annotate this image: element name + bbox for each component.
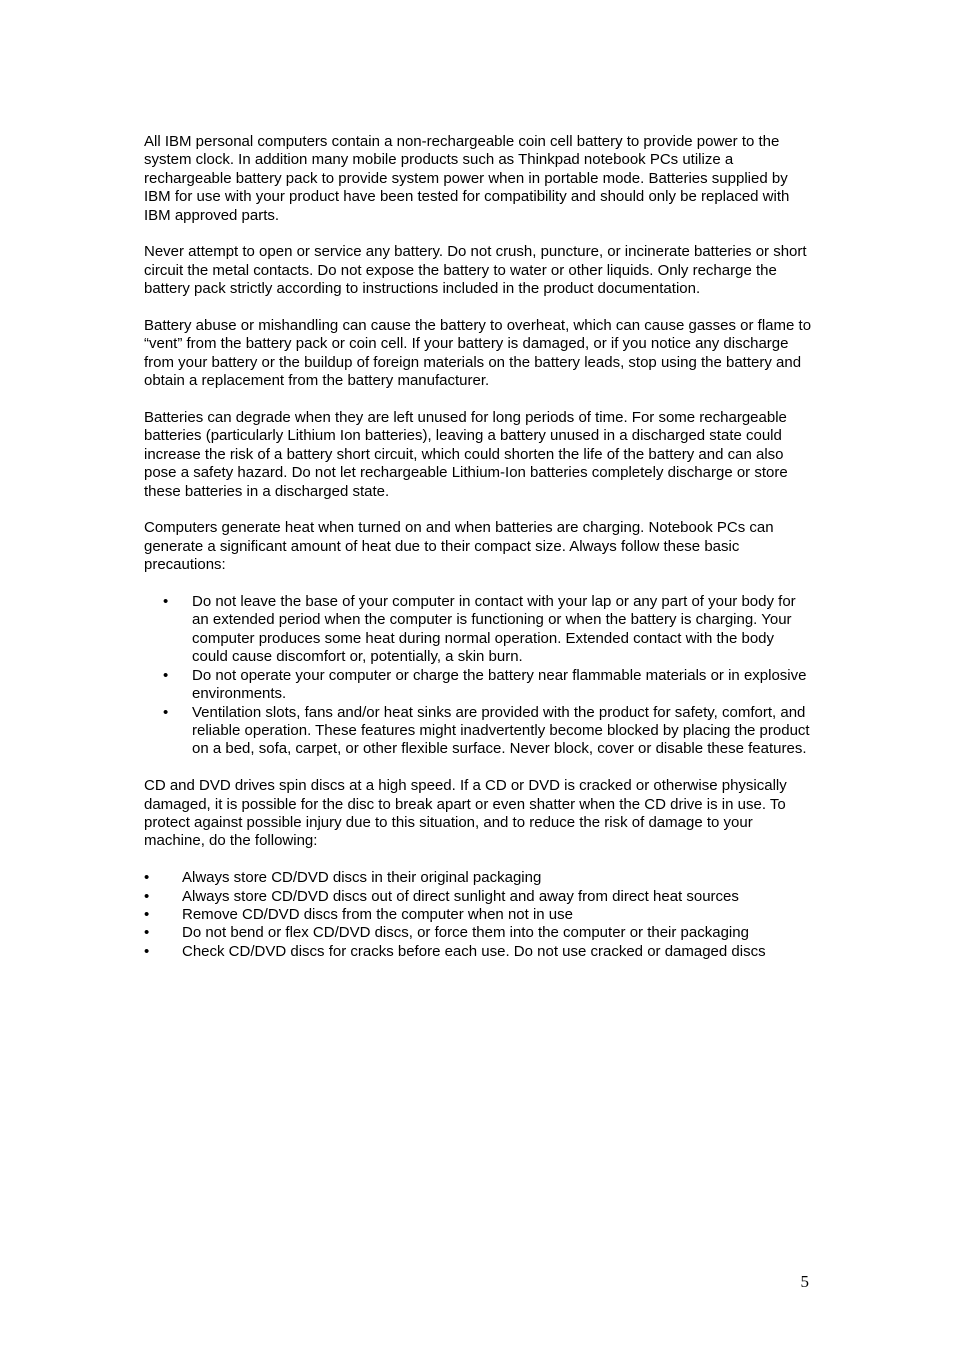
bullet-icon: • <box>144 887 150 905</box>
list-item <box>144 667 812 704</box>
list-item-text: Always store CD/DVD discs in their original packaging <box>182 869 542 887</box>
list-item <box>144 924 812 942</box>
list-item-text: Check CD/DVD discs for cracks before each use. Do not use cracked or damaged discs <box>182 942 766 960</box>
bullet-icon: • <box>144 924 150 942</box>
list-item <box>144 704 812 759</box>
list-item <box>144 943 812 961</box>
list-item-text: Ventilation slots, fans and/or heat sinks are provided with the product for safety, comfort, and reliable operation. These features might inadvertently become blocked by placing the product on a bed, sofa, carpet, or other flexible surface. Never block, cover or disable these features. <box>192 703 810 758</box>
disc-intro-paragraph: CD and DVD drives spin discs at a high speed. If a CD or DVD is cracked or otherwise physically damaged, it is possible for the disc to break apart or even shatter when the CD drive is in use. To protect against possible injury due to this situation, and to reduce the risk of damage to your machine, do the following: <box>144 777 787 850</box>
bullet-icon: • <box>144 869 150 887</box>
bullet-icon: • <box>163 703 169 721</box>
battery-degrade-paragraph: Batteries can degrade when they are left unused for long periods of time. For some rechargeable batteries (particularly Lithium Ion batteries), leaving a battery unused in a discharged state could increase the risk of a battery short circuit, which could shorten the life of the battery and can also pose a safety hazard. Do not let rechargeable Lithium-Ion batteries completely discharge or store these batteries in a discharged state. <box>144 409 788 500</box>
list-item <box>144 593 812 667</box>
list-item-text: Do not operate your computer or charge the battery near flammable materials or in explosive environments. <box>192 666 807 703</box>
heat-intro-paragraph: Computers generate heat when turned on and when batteries are charging. Notebook PCs can generate a significant amount of heat due to their compact size. Always follow these basic precautions: <box>144 519 774 574</box>
page-body <box>144 133 812 980</box>
list-item <box>144 888 812 906</box>
bullet-icon: • <box>163 593 169 611</box>
bullet-icon: • <box>144 905 150 923</box>
bullet-icon: • <box>144 942 150 960</box>
list-item-text: Always store CD/DVD discs out of direct sunlight and away from direct heat sources <box>182 887 739 905</box>
battery-intro-paragraph: All IBM personal computers contain a non-rechargeable coin cell battery to provide power to the system clock. In addition many mobile products such as Thinkpad notebook PCs utilize a rechargeable battery pack to provide system power when in portable mode. Batteries supplied by IBM for use with your product have been tested for compatibility and should only be replaced with IBM approved parts. <box>144 133 790 224</box>
page-number: 5 <box>800 1272 809 1291</box>
list-item <box>144 869 812 887</box>
list-item-text: Do not leave the base of your computer in contact with your lap or any part of your body for an extended period when the computer is functioning or when the battery is charging. Your computer produces some heat during normal operation. Extended contact with the body could cause discomfort or, potentially, a skin burn. <box>192 593 796 666</box>
heat-precautions-list <box>144 593 812 759</box>
battery-service-warning-paragraph: Never attempt to open or service any battery. Do not crush, puncture, or incinerate batteries or short circuit the metal contacts. Do not expose the battery to water or other liquids. Only recharge the battery pack strictly according to instructions included in the product documentation. <box>144 243 807 298</box>
disc-precautions-list <box>144 869 812 961</box>
list-item-text: Do not bend or flex CD/DVD discs, or force them into the computer or their packaging <box>182 924 749 942</box>
list-item <box>144 906 812 924</box>
battery-abuse-paragraph: Battery abuse or mishandling can cause the battery to overheat, which can cause gasses or flame to “vent” from the battery pack or coin cell. If your battery is damaged, or if you notice any discharge from your battery or the buildup of foreign materials on the battery leads, stop using the battery and obtain a replacement from the battery manufacturer. <box>144 317 812 390</box>
list-item-text: Remove CD/DVD discs from the computer when not in use <box>182 905 573 923</box>
bullet-icon: • <box>163 666 169 684</box>
